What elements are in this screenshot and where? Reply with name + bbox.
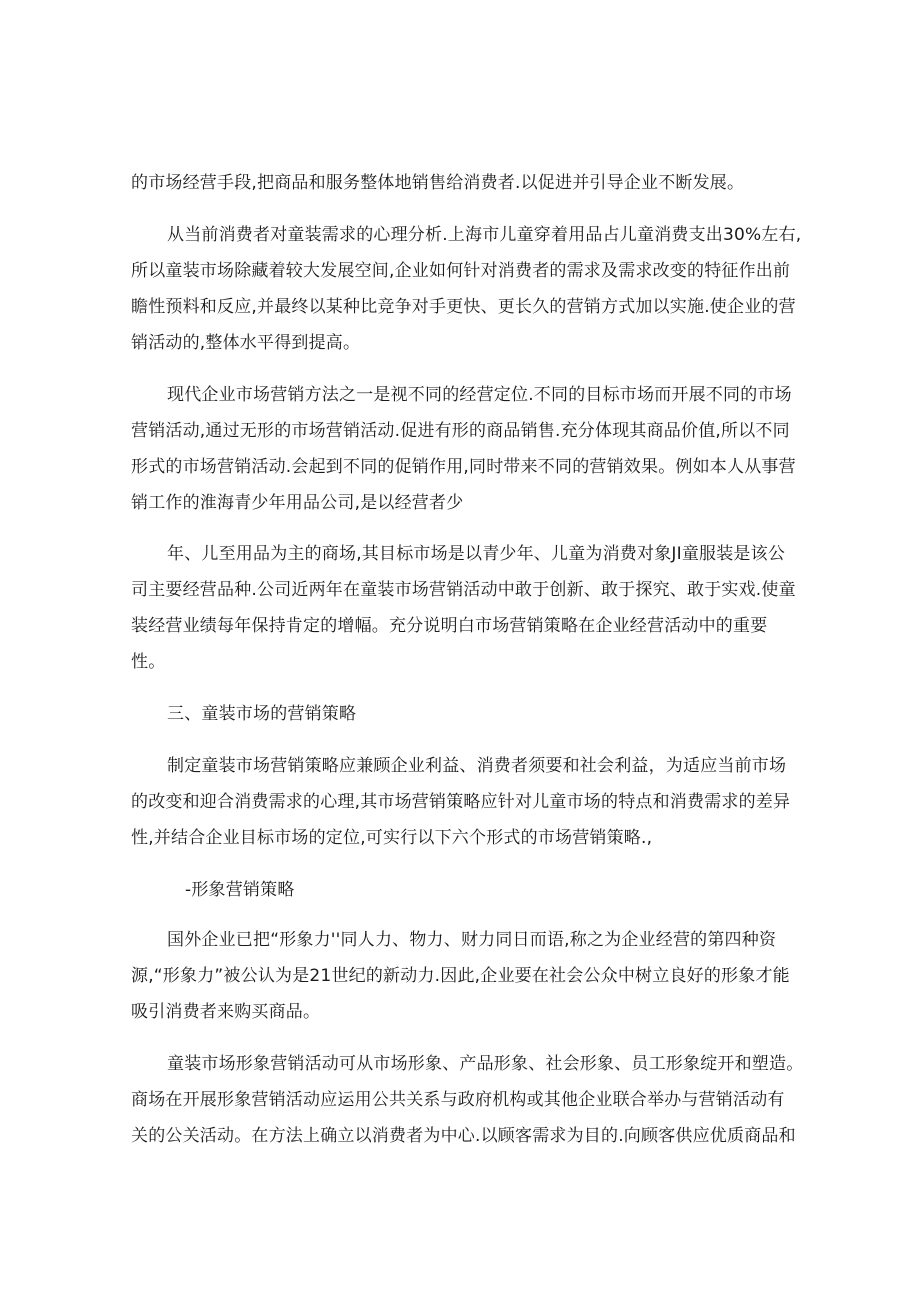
text-line: 装经营业绩每年保持肯定的增幅。充分说明白市场营销策略在企业经营活动中的重要 — [131, 616, 768, 636]
text-line: 制定童装市场营销策略应兼顾企业利益、消费者须要和社会利益，为适应当前市场 — [167, 756, 787, 776]
text-line: 司主要经营品种.公司近两年在童装市场营销活动中敢于创新、敢于探究、敢于实戏.使童 — [131, 580, 796, 600]
text-line: 源,“形象力”被公认为是21世纪的新动力.因此,企业要在社会公众中树立良好的形象才能 — [131, 966, 790, 986]
section-heading: 三、童装市场的营销策略 — [167, 704, 357, 724]
text-line: 形式的市场营销活动.会起到不同的促销作用,同时带来不同的营销效果。例如本人从事营 — [131, 457, 796, 477]
subsection-heading: -形象营销策略 — [185, 880, 295, 900]
text-line: 销工作的淮海青少年用品公司,是以经营者少 — [131, 493, 464, 513]
text-line: 商场在开展形象营销活动应运用公共关系与政府机构或其他企业联合举办与营销活动有 — [131, 1090, 785, 1110]
text-line: 瞻性预料和反应,并最终以某种比竞争对手更快、更长久的营销方式加以实施.使企业的营 — [131, 297, 796, 317]
text-line: 从当前消费者对童装需求的心理分析.上海市儿童穿着用品占儿童消费支出30%左右, — [167, 225, 802, 245]
text-line: 的改变和迎合消费需求的心理,其市场营销策略应针对儿童市场的特点和消费需求的差异 — [131, 792, 791, 812]
text-line: 年、儿至用品为主的商场,其目标市场是以青少年、儿童为消费对象JI童服装是该公 — [167, 544, 786, 564]
text-line: 吸引消费者来购买商品。 — [131, 1002, 321, 1022]
text-line: 的市场经营手段,把商品和服务整体地销售给消费者.以促进并引导企业不断发展。 — [131, 173, 745, 193]
text-line: 所以童装市场除藏着较大发展空间,企业如何针对消费者的需求及需求改变的特征作出前 — [131, 261, 791, 281]
text-line: 营销活动,通过无形的市场营销活动.促进有形的商品销售.充分体现其商品价值,所以不同 — [131, 421, 790, 441]
text-line: 童装市场形象营销活动可从市场形象、产品形象、社会形象、员工形象绽开和塑造。 — [167, 1054, 804, 1074]
text-line: 性。 — [131, 652, 166, 672]
text-line: 销活动的,整体水平得到提高。 — [131, 333, 361, 353]
text-line: 关的公关活动。在方法上确立以消费者为中心.以顾客需求为目的.向顾客供应优质商品和 — [131, 1126, 796, 1146]
text-line: 国外企业已把“形象力''同人力、物力、财力同日而语,称之为企业经营的第四种资 — [167, 930, 777, 950]
text-line: 现代企业市场营销方法之一是视不同的经营定位.不同的目标市场而开展不同的市场 — [167, 385, 792, 405]
text-line: 性,并结合企业目标市场的定位,可实行以下六个形式的市场营销策略., — [131, 828, 653, 848]
